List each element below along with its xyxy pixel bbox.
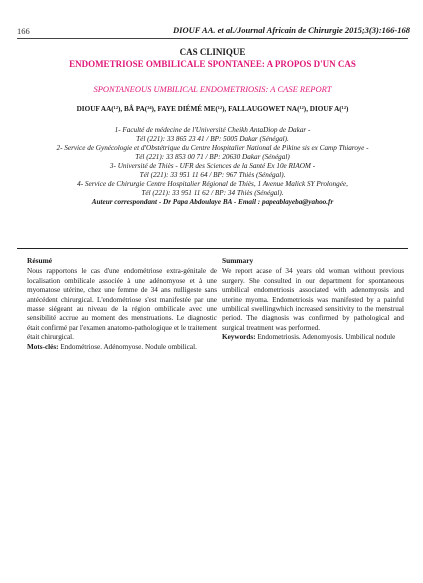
resume-heading: Résumé bbox=[27, 256, 53, 265]
affiliation-line: 3- Université de Thiès - UFR des Sciences de la Santé Ex 10e RIAOM - bbox=[109, 162, 316, 170]
affiliation-line: Tél (221): 33 853 00 71 / BP: 20630 Dakar (Sénégal) bbox=[135, 153, 290, 161]
page-number: 166 bbox=[17, 26, 30, 36]
resume-keywords bbox=[27, 343, 217, 352]
title-french: ENDOMETRIOSE OMBILICALE SPONTANEE: A PROPOS D'UN CAS bbox=[69, 59, 356, 69]
summary-body: We report acase of 34 years old woman without previous surgery. She consulted in our department for spontaneous umbilical endometriosis associated with adenomyosis and uterine myoma. Endometriosis was manifested by a painful umbilical swellingwhich increased sensitivity to the menstrual period. The diagnosis was confirmed by pathological and surgical treatment was performed. bbox=[222, 267, 404, 332]
abstract-divider bbox=[17, 248, 408, 249]
affiliations bbox=[20, 126, 405, 207]
affiliation-line: Tél (221): 33 865 23 41 / BP: 5005 Dakar (Sénégal). bbox=[136, 135, 289, 143]
affiliation-line: 2- Service de Gynécologie et d'Obstétrique du Centre Hospitalier National de Pikine sis ex Camp Thiaroye - bbox=[56, 144, 369, 152]
summary-heading: Summary bbox=[222, 256, 254, 265]
author-list: DIOUF AA(¹²), BÂ PA(³⁴), FAYE DIÉMÉ ME(¹²), FALLAUGOWET NA(¹²), DIOUF A(¹²) bbox=[76, 105, 349, 113]
summary-keywords bbox=[222, 333, 404, 342]
keywords-label: Mots-clés: bbox=[27, 342, 59, 351]
keywords-value: Endométriose. Adénomyose. Nodule ombilical. bbox=[60, 342, 197, 351]
affiliation-line: Tél (221): 33 951 11 62 / BP: 34 Thiès (Sénégal). bbox=[141, 189, 284, 197]
affiliation-line: 1- Faculté de médecine de l'Université Cheikh AntaDiop de Dakar - bbox=[114, 126, 311, 134]
affiliation-line: Tél (221): 33 951 11 64 / BP: 967 Thiès (Sénégal). bbox=[139, 171, 286, 179]
keywords-label: Keywords: bbox=[222, 333, 256, 342]
journal-reference: DIOUF AA. et al./Journal Africain de Chirurgie 2015;3(3):166-168 bbox=[173, 25, 410, 35]
resume-column bbox=[27, 256, 217, 352]
affiliation-line: 4- Service de Chirurgie Centre Hospitalier Régional de Thiès, 1 Avenue Malick SY Prolongée, bbox=[77, 180, 348, 188]
header-divider bbox=[17, 38, 408, 39]
section-label: CAS CLINIQUE bbox=[179, 47, 246, 57]
corresponding-author: Auteur correspondant - Dr Papa Abdoulaye BA - Email : papeablayeba@yahoo.fr bbox=[91, 198, 334, 206]
keywords-value: Endometriosis. Adenomyosis. Umbilical nodule bbox=[257, 333, 396, 342]
summary-column bbox=[222, 256, 404, 343]
title-english: SPONTANEOUS UMBILICAL ENDOMETRIOSIS: A CASE REPORT bbox=[93, 84, 332, 94]
resume-body: Nous rapportons le cas d'une endométriose extra-génitale de localisation ombilicale associée à une adénomyose et à une myomatose utérine, chez une femme de 34 ans nulligeste sans antécédent chirurgical. L'endométriose s'est manifestée par une masse siégeant au niveau de la région ombilicale avec une sensibilité accrue au moment des menstruations. Le diagnostic était confirmé par l'examen anatomo-pathologique et le traitement était chirurgical. bbox=[27, 267, 217, 342]
